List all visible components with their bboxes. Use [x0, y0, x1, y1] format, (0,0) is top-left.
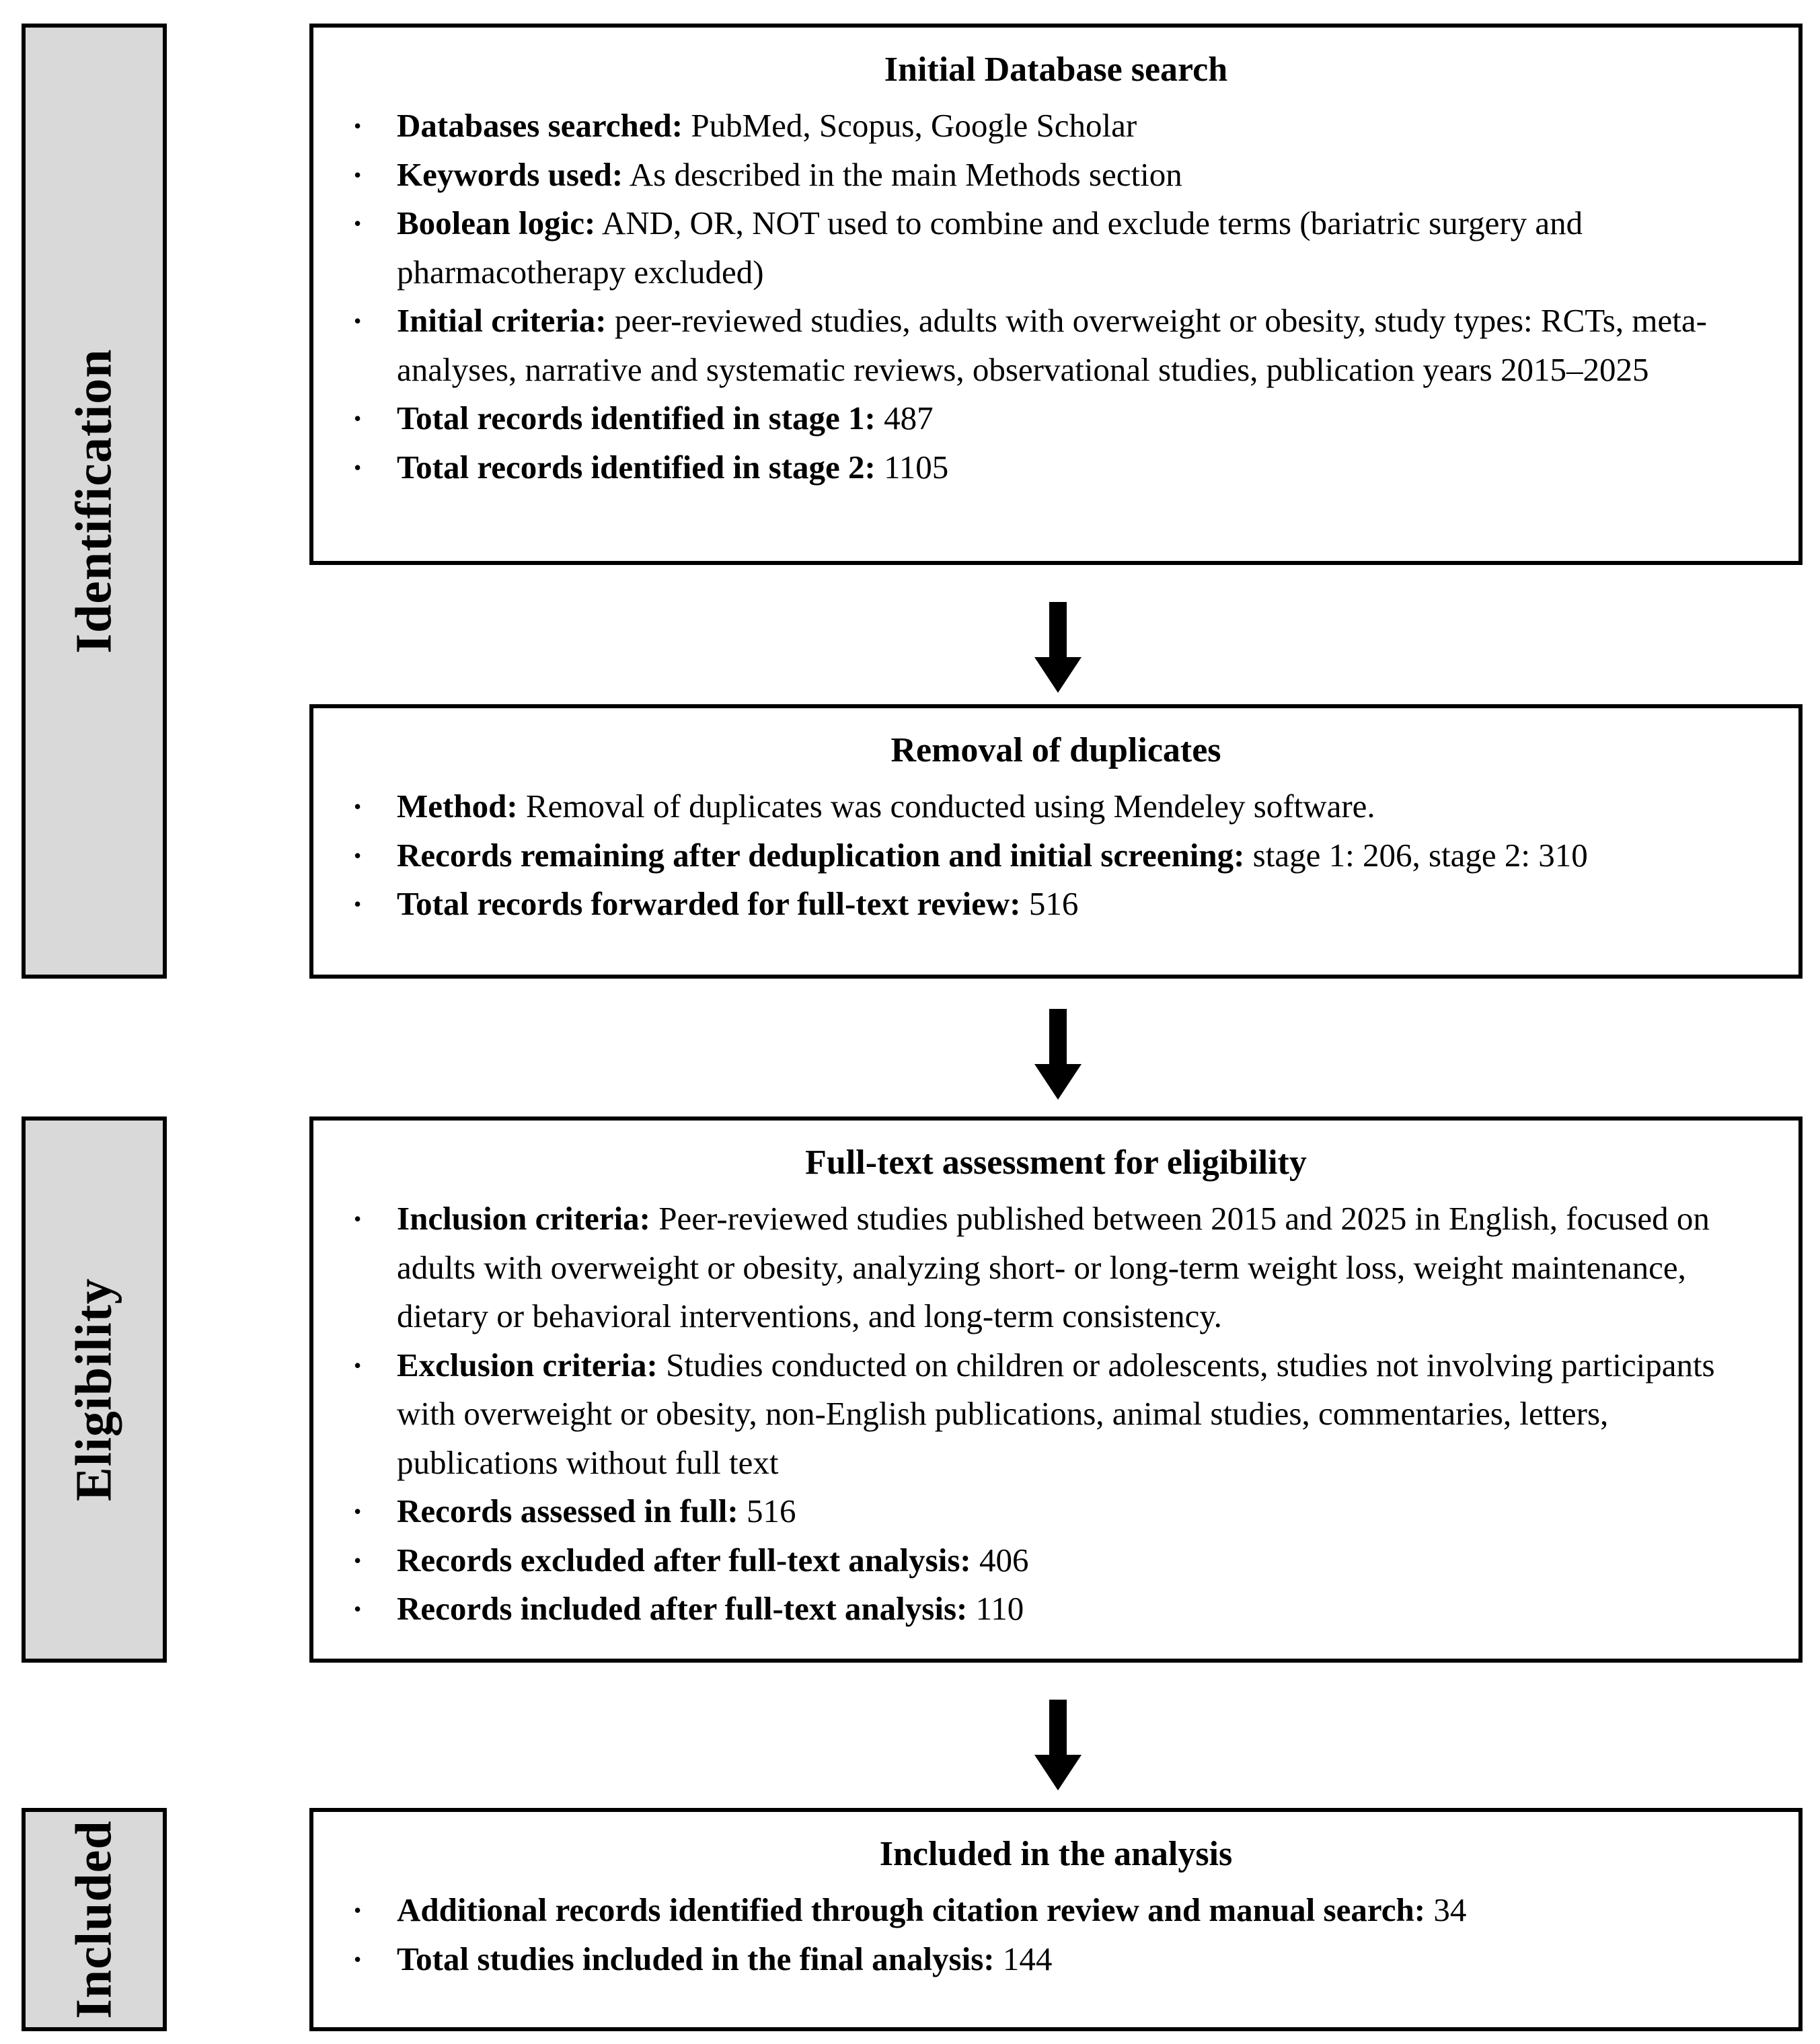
included-list: [354, 1886, 1758, 1983]
duplicates-title: Removal of duplicates: [890, 731, 1221, 769]
included-box: [309, 1808, 1803, 2031]
initial-search-list: [354, 102, 1758, 492]
down-arrow-icon: [1034, 602, 1082, 693]
eligibility-list: [354, 1195, 1758, 1634]
list-item: • Total records forwarded for full-text review: 516: [354, 880, 1758, 929]
list-item: • Keywords used: As described in the main Methods section: [354, 151, 1758, 200]
list-item: • Boolean logic: AND, OR, NOT used to combine and exclude terms (bariatric surgery and pharmacotherapy excluded): [354, 199, 1758, 297]
list-item: • Method: Removal of duplicates was conducted using Mendeley software.: [354, 782, 1758, 831]
stage-included: [22, 1808, 167, 2031]
list-item: • Total records identified in stage 1: 487: [354, 394, 1758, 443]
list-item: • Inclusion criteria: Peer-reviewed studies published between 2015 and 2025 in English, focused on adults with overweight or obesity, analyzing short- or long-term weight loss, weight maintenance, dietary or behavioral interventions, and long-term consistency.: [354, 1195, 1758, 1341]
stage-eligibility: [22, 1116, 167, 1663]
list-item: • Exclusion criteria: Studies conducted on children or adolescents, studies not involving participants with overweight or obesity, non-English publications, animal studies, commentaries, letters, publications without full text: [354, 1341, 1758, 1488]
included-title: Included in the analysis: [879, 1835, 1233, 1873]
down-arrow-icon: [1034, 1009, 1082, 1100]
list-item: • Total studies included in the final analysis: 144: [354, 1935, 1758, 1984]
list-item: • Total records identified in stage 2: 1105: [354, 443, 1758, 492]
stage-label-eligibility: Eligibility: [65, 1278, 122, 1501]
list-item: • Initial criteria: peer-reviewed studies, adults with overweight or obesity, study types: RCTs, meta-analyses, narrative and systematic reviews, observational studies, publication years 2015–2025: [354, 297, 1758, 394]
list-item: • Records included after full-text analysis: 110: [354, 1585, 1758, 1634]
eligibility-box: [309, 1116, 1803, 1663]
stage-label-identification: Identification: [65, 348, 122, 654]
initial-search-title: Initial Database search: [884, 50, 1228, 89]
eligibility-title: Full-text assessment for eligibility: [805, 1143, 1307, 1182]
list-item: • Databases searched: PubMed, Scopus, Google Scholar: [354, 102, 1758, 151]
stage-label-included: Included: [65, 1820, 122, 2019]
list-item: • Records remaining after deduplication and initial screening: stage 1: 206, stage 2: 310: [354, 831, 1758, 880]
list-item: • Records assessed in full: 516: [354, 1487, 1758, 1536]
list-item: • Additional records identified through citation review and manual search: 34: [354, 1886, 1758, 1935]
list-item: • Records excluded after full-text analysis: 406: [354, 1536, 1758, 1585]
duplicates-list: [354, 782, 1758, 929]
duplicates-box: [309, 704, 1803, 979]
initial-search-box: [309, 24, 1803, 565]
down-arrow-icon: [1034, 1700, 1082, 1790]
stage-identification: [22, 24, 167, 979]
